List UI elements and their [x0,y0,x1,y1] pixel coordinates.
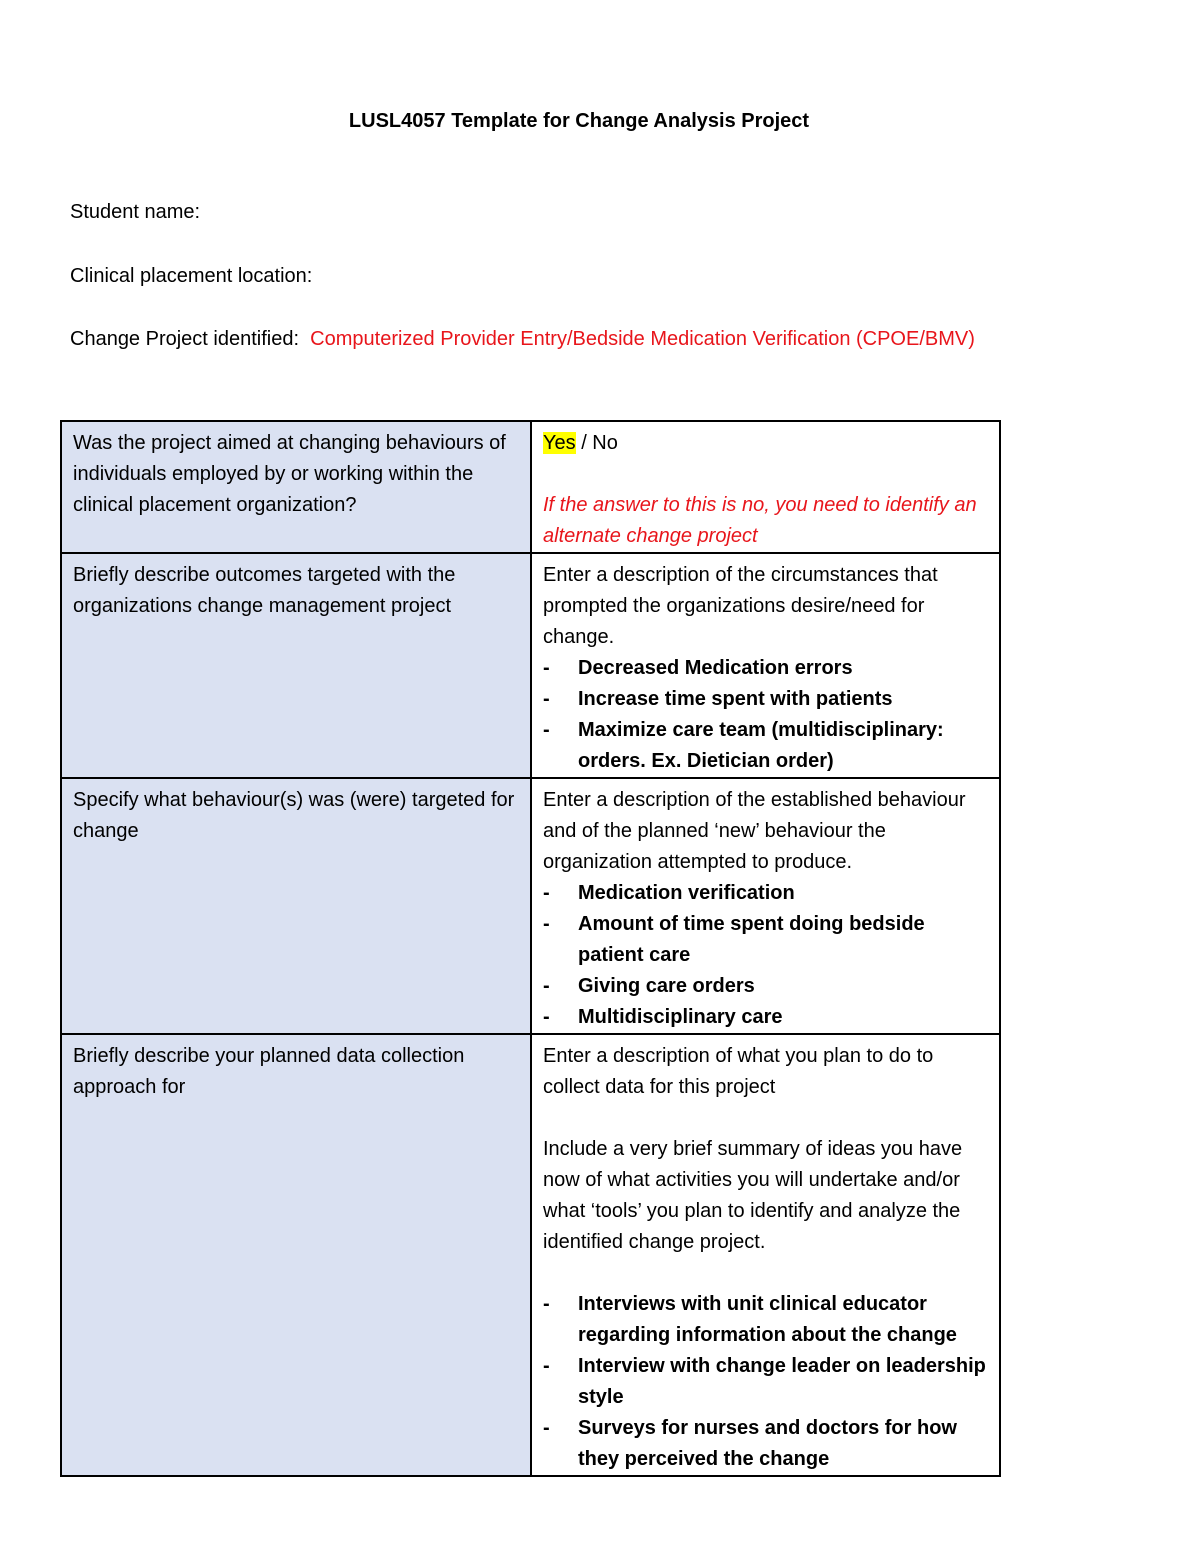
question-text: Briefly describe outcomes targeted with the organizations change management project [73,564,456,617]
list-item: - Decreased Medication errors [543,653,989,684]
yes-no-answer [543,428,989,459]
question-cell [61,421,531,553]
document-title: LUSL4057 Template for Change Analysis Project [348,110,810,132]
table-row [61,421,1000,553]
question-text: Briefly describe your planned data collection approach for [73,1045,465,1098]
bullet-list [543,653,989,777]
table-row [61,553,1000,778]
bullet-list [543,1289,989,1475]
question-text: Specify what behaviour(s) was (were) targeted for change [73,789,515,842]
list-item: - Maximize care team (multidisciplinary: orders. Ex. Dietician order) [543,715,989,777]
table-row [61,778,1000,1034]
question-cell [61,1034,531,1476]
list-item: - Giving care orders [543,971,989,1002]
bullet-list [543,878,989,1033]
question-text: Was the project aimed at changing behaviours of individuals employed by or working within the clinical placement organization? [73,432,506,516]
list-item: - Interview with change leader on leadership style [543,1351,989,1413]
question-cell [61,553,531,778]
student-name-label: Student name: [70,201,201,223]
placement-label: Clinical placement location: [70,265,313,287]
change-analysis-table [60,420,1001,1477]
answer-prompt: Enter a description of what you plan to do to collect data for this project [543,1045,934,1098]
spacer [543,459,989,490]
list-item: - Increase time spent with patients [543,684,989,715]
list-item: - Interviews with unit clinical educator regarding information about the change [543,1289,989,1351]
list-item: - Medication verification [543,878,989,909]
answer-cell [531,553,1000,778]
question-cell [61,778,531,1034]
answer-note: If the answer to this is no, you need to identify an alternate change project [543,494,977,547]
answer-cell [531,778,1000,1034]
yes-highlighted: Yes [543,432,576,454]
list-item: - Multidisciplinary care [543,1002,989,1033]
change-project-line [70,328,975,351]
change-project-label: Change Project identified: [70,328,300,350]
answer-prompt-detail: Include a very brief summary of ideas you have now of what activities you will undertake and/or what ‘tools’ you plan to identify and analyze the identified change project. [543,1138,963,1253]
answer-prompt: Enter a description of the established behaviour and of the planned ‘new’ behaviour the organization attempted to produce. [543,789,966,873]
spacer [543,1258,989,1289]
answer-cell [531,421,1000,553]
no-option: / No [575,432,618,454]
table-row [61,1034,1000,1476]
list-item: - Surveys for nurses and doctors for how they perceived the change [543,1413,989,1475]
spacer [543,1103,989,1134]
change-project-value: Computerized Provider Entry/Bedside Medication Verification (CPOE/BMV) [310,328,975,350]
answer-cell [531,1034,1000,1476]
list-item: - Amount of time spent doing bedside patient care [543,909,989,971]
answer-prompt: Enter a description of the circumstances that prompted the organizations desire/need for change. [543,564,938,648]
